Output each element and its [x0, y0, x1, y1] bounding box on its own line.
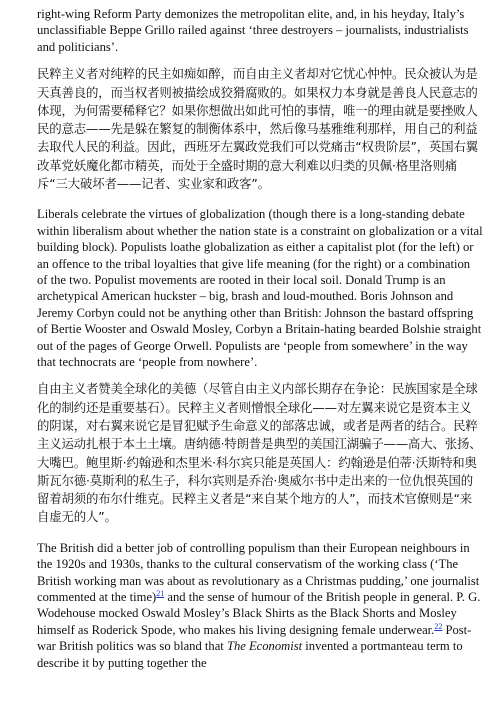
paragraph-text-segment: and the sense of humour of the British people in general. P. G. Wodehouse mocked Oswald Mosley’s Black Shirts as the Black Shorts and Mosley himself as Roderick Spode, who makes his living designing female underwear. [37, 589, 481, 637]
paragraph-chinese-2: 自由主义者赞美全球化的美德（尽管自由主义内部长期存在争论：民族国家是全球化的制约还是重要基石）。民粹主义者则憎恨全球化——对左翼来说它是资本主义的阴谋，对右翼来说它是冒犯赋予生命意义的部落忠诚，或者是两者的结合。民粹主义运动扎根于本土土壤。唐纳德·特朗普是典型的美国江湖骗子——高大、张扬、大嘴巴。鲍里斯·约翰逊和杰里米·科尔宾只能是英国人：约翰逊是伯蒂·沃斯特和奥斯瓦尔德·莫斯利的私生子，科尔宾则是乔治·奥威尔书中走出来的一位仇恨英国的留着胡须的布尔什维克。民粹主义者是“来自某个地方的人”，而技术官僚则是“来自虚无的人”。 [37, 381, 482, 525]
paragraph-text-segment: The British did a better job of controlling populism than their European neighbours in the 1920s and 1930s, thanks to the cultural conservatism of the working class (‘The British working man was about as revolutionary as a Christmas pudding,’ one journalist commented at the time) [37, 540, 480, 604]
paragraph-english-2: Liberals celebrate the virtues of globalization (though there is a long-standing debate within liberalism about whether the nation state is a constraint on globalization or a vital building block). Populists loathe globalization as either a capitalist plot (for the left) or an offence to the tribal loyalties that give life meaning (for the right) or a combination of the two. Populist movements are rooted in their local soil. Donald Trump is an archetypical American huckster – big, brash and loud-mouthed. Boris Johnson and Jeremy Corbyn could not be anything other than British: Johnson the bastard offspring of Bertie Wooster and Oswald Mosley, Corbyn a Britain-hating bearded Bolshie straight out of the pages of George Orwell. Populists are ‘people from somewhere’ in the way that technocrats are ‘people from nowhere’. [37, 207, 483, 369]
paragraph-text-segment: invented a portmanteau term to describe it by putting together the [37, 639, 463, 670]
paragraph-english-3 [37, 540, 483, 671]
paragraph-text-segment: Post-war British politics was so bland that [37, 622, 472, 654]
footnote-link-21[interactable]: 21 [156, 588, 165, 598]
paragraph-chinese-1: 民粹主义者对纯粹的民主如痴如醉，而自由主义者却对它忧心忡忡。民众被认为是天真善良的，而当权者则被描绘成狡猾腐败的。如果权力本身就是善良人民意志的体现，为何需要稀释它？如果你想做出如此可怕的事情，唯一的理由就是要挫败人民的意志——先是躲在繁复的制衡体系中，然后像马基雅维利那样，用自己的利益去取代人民的利益。因此，西班牙左翼政党我们可以党痛击“权贵阶层”，英国右翼改革党妖魔化都市精英，而处于全盛时期的意大利难以归类的贝佩·格里洛则痛斥“三大破坏者——记者、实业家和政客”。 [37, 66, 478, 191]
publication-title: The Economist [226, 639, 303, 654]
paragraph-english-1: right-wing Reform Party demonizes the metropolitan elite, and, in his heyday, Italy’s unclassifiable Beppe Grillo railed against ‘three destroyers – journalists, industrialists and politicians’. [37, 7, 469, 54]
footnote-link-22[interactable]: 22 [434, 621, 443, 631]
